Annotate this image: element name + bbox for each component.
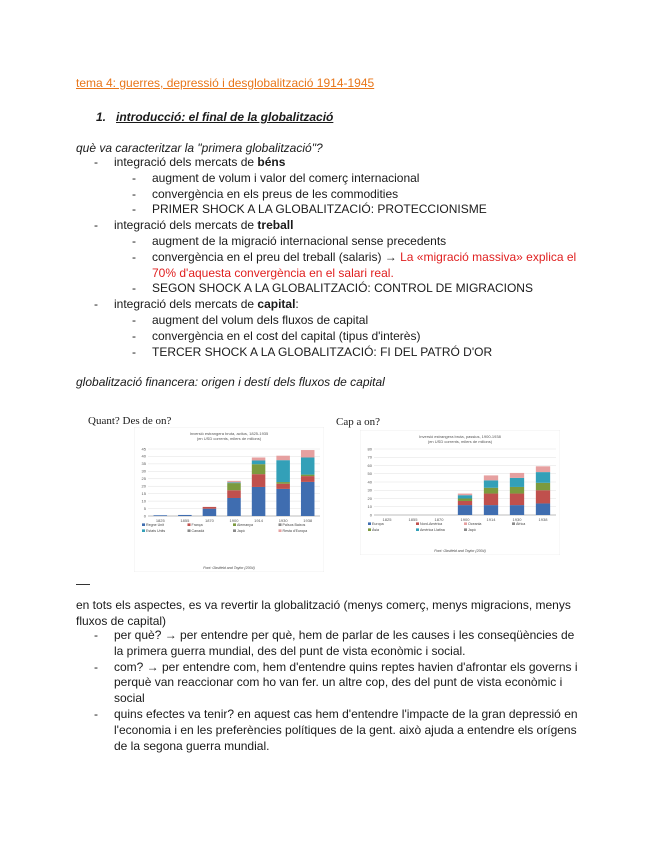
legend-swatch [188, 529, 191, 532]
separator-line [76, 584, 90, 585]
legend-swatch [142, 529, 145, 532]
y-tick-label: 70 [367, 454, 372, 460]
legend-swatch [416, 528, 419, 531]
chart-subtitle: (en USD corrents, milers de milions) [427, 439, 493, 444]
sub-list-item: - SEGON SHOCK A LA GLOBALITZACIÓ: CONTROL DE MIGRACIONS [76, 281, 596, 297]
chart-left-title: Quant? Des de on? [88, 415, 172, 427]
bar-segment [458, 505, 472, 515]
x-tick-label: 1825 [155, 518, 165, 523]
bar-segment [536, 472, 550, 483]
x-tick-label: 1930 [278, 518, 288, 523]
bar-segment [227, 483, 241, 490]
legend-label: Canadà [191, 529, 205, 533]
highlighted-text: La «migració massiva» explica el 70% d'aquesta convergència en el salari real. [152, 249, 577, 280]
sub-list-item: - augment del volum dels fluxos de capital [76, 313, 596, 329]
sub-list-item: - convergència en el cost del capital (tipus d'interès) [76, 329, 596, 345]
section-heading [96, 110, 333, 124]
chart-left [134, 427, 324, 572]
legend-swatch [279, 523, 282, 526]
bar-segment [458, 501, 472, 505]
legend-swatch [188, 523, 191, 526]
list-item: - integració dels mercats de béns [76, 155, 596, 171]
y-tick-label: 15 [141, 490, 146, 496]
x-tick-label: 1938 [303, 518, 313, 523]
x-tick-label: 1930 [512, 517, 522, 522]
y-tick-label: 0 [143, 513, 146, 519]
sub-list-item: - PRIMER SHOCK A LA GLOBALITZACIÓ: PROTECCIONISME [76, 202, 596, 218]
y-tick-label: 10 [367, 504, 372, 510]
x-tick-label: 1870 [434, 517, 444, 522]
bar-segment [458, 494, 472, 496]
bar-segment [536, 490, 550, 503]
bar-segment [510, 487, 524, 494]
x-tick-label: 1914 [486, 517, 496, 522]
legend-label: Japó [237, 529, 245, 533]
bar-segment [276, 460, 290, 482]
bar-segment [484, 488, 498, 494]
y-tick-label: 45 [141, 446, 146, 452]
bar-segment [252, 457, 266, 460]
bar-segment [484, 480, 498, 487]
legend-label: Amèrica Llatina [420, 528, 445, 532]
bar-segment [301, 475, 315, 476]
bar-segment [301, 450, 315, 457]
y-tick-label: 5 [143, 505, 146, 511]
bar-segment [301, 457, 315, 474]
y-tick-label: 50 [367, 471, 372, 477]
bar-segment [510, 494, 524, 506]
summary-paragraph: en tots els aspectes, es va revertir la globalització (menys comerç, menys migracions, menys fluxos de capital) [76, 598, 571, 628]
chart-right [360, 430, 560, 555]
bar-segment [276, 489, 290, 516]
legend-label: Europa [372, 522, 384, 526]
x-tick-label: 1914 [254, 518, 264, 523]
y-tick-label: 60 [367, 462, 372, 468]
legend-label: Oceania [468, 522, 482, 526]
legend-swatch [233, 529, 236, 532]
legend-label: Àsia [372, 528, 379, 532]
bar-segment [484, 475, 498, 480]
bar-segment [276, 482, 290, 484]
bar-segment [510, 478, 524, 487]
legend-swatch [416, 522, 419, 525]
bar-segment [252, 474, 266, 487]
x-tick-label: 1900 [460, 517, 470, 522]
y-tick-label: 10 [141, 498, 146, 504]
bar-segment [301, 476, 315, 482]
x-tick-label: 1870 [204, 518, 214, 523]
bar-segment [252, 464, 266, 474]
y-tick-label: 30 [367, 487, 372, 493]
list-item: - per què? → per entendre per què, hem de parlar de les causes i les conseqüències de la primera guerra mundial, des del punt de vista econòmic i social. [76, 628, 586, 660]
bar-segment [458, 499, 472, 501]
chart-subtitle: (en USD corrents, milers de milions) [196, 436, 262, 441]
bar-segment [276, 456, 290, 460]
chart-subtitle: Inversió estrangera bruta, passius, 1900-1938 [419, 434, 501, 439]
x-tick-label: 1855 [180, 518, 190, 523]
legend-swatch [464, 528, 467, 531]
bar-segment [203, 507, 217, 509]
bar-segment [227, 490, 241, 498]
characteristics-list [76, 155, 596, 360]
bar-segment [227, 481, 241, 482]
x-tick-label: 1855 [408, 517, 418, 522]
list-item: - integració dels mercats de capital: [76, 297, 596, 313]
chart-source: Font: Obstfeld and Taylor (2004) [434, 549, 486, 553]
sub-list-item: - TERCER SHOCK A LA GLOBALITZACIÓ: FI DEL PATRÓ D'OR [76, 345, 596, 361]
bar-segment [227, 482, 241, 483]
legend-swatch [233, 523, 236, 526]
bar-segment [536, 503, 550, 515]
legend-swatch [464, 522, 467, 525]
subheading: globalització financera: origen i destí dels fluxos de capital [76, 375, 385, 389]
bar-segment [510, 505, 524, 515]
bar-segment [154, 515, 168, 516]
bar-segment [252, 487, 266, 516]
y-tick-label: 80 [367, 446, 372, 452]
y-tick-label: 25 [141, 476, 146, 482]
y-tick-label: 20 [141, 483, 146, 489]
bar-segment [536, 483, 550, 490]
legend-label: Japó [468, 528, 476, 532]
bar-segment [484, 494, 498, 506]
list-item: - quins efectes va tenir? en aquest cas hem d'entendre l'impacte de la gran depressió en l'economia i en les preferències polítiques de la gent. això ajuda a entendre els orígens de la segona guerra mundial. [76, 707, 586, 754]
y-tick-label: 40 [141, 453, 146, 459]
bar-segment [203, 509, 217, 516]
x-tick-label: 1900 [229, 518, 239, 523]
legend-label: Nord-Amèrica [420, 522, 443, 526]
questions-list [76, 628, 586, 754]
legend-swatch [368, 522, 371, 525]
bar-segment [178, 515, 192, 516]
legend-swatch [512, 522, 515, 525]
x-tick-label: 1825 [382, 517, 392, 522]
legend-label: Alemanya [237, 523, 253, 527]
sub-list-item: - convergència en els preus de les commodities [76, 187, 596, 203]
y-tick-label: 30 [141, 468, 146, 474]
bar-segment [276, 484, 290, 489]
bar-segment [227, 498, 241, 516]
y-tick-label: 0 [369, 512, 372, 518]
legend-label: Resta d'Europa [282, 529, 308, 533]
sub-list-item: - augment de la migració internacional sense precedents [76, 234, 596, 250]
question-text: què va caracteritzar la "primera globalització"? [76, 141, 323, 155]
bar-segment [252, 460, 266, 464]
bar-segment [301, 482, 315, 516]
chart-right-title: Cap a on? [336, 416, 380, 428]
legend-swatch [368, 528, 371, 531]
chart-source: Font: Obstfeld and Taylor (2004) [203, 566, 255, 570]
legend-swatch [142, 523, 145, 526]
y-tick-label: 35 [141, 461, 146, 467]
bar-segment [536, 466, 550, 472]
section-number: 1. [96, 110, 107, 124]
document-title: tema 4: guerres, depressió i desglobalització 1914-1945 [76, 76, 375, 90]
sub-list-item: - augment de volum i valor del comerç internacional [76, 171, 596, 187]
legend-label: Regne Unit [146, 523, 164, 527]
x-tick-label: 1938 [538, 517, 548, 522]
legend-label: Estats Units [146, 529, 166, 533]
sub-list-item: - convergència en el preu del treball (salaris) → La «migració massiva» explica el 70% d'aquesta convergència en el salari real. [76, 250, 596, 282]
list-item: - integració dels mercats de treball [76, 218, 596, 234]
y-tick-label: 20 [367, 495, 372, 501]
bar-segment [484, 505, 498, 515]
bar-segment [458, 495, 472, 498]
y-tick-label: 40 [367, 479, 372, 485]
legend-label: Països Baixos [282, 523, 306, 527]
legend-label: França [191, 523, 203, 527]
bar-segment [510, 473, 524, 478]
legend-label: Àfrica [516, 522, 526, 526]
section-title: introducció: el final de la globalització [116, 110, 334, 124]
chart-frame [360, 430, 560, 555]
legend-swatch [279, 529, 282, 532]
list-item: - com? → per entendre com, hem d'entendre quins reptes havien d'afrontar els governs i perquè van reaccionar com ho van fer. un altre cop, des del punt de vista econòmic i social [76, 660, 586, 707]
chart-subtitle: Inversió estrangera bruta, actius, 1825-1935 [189, 431, 269, 436]
